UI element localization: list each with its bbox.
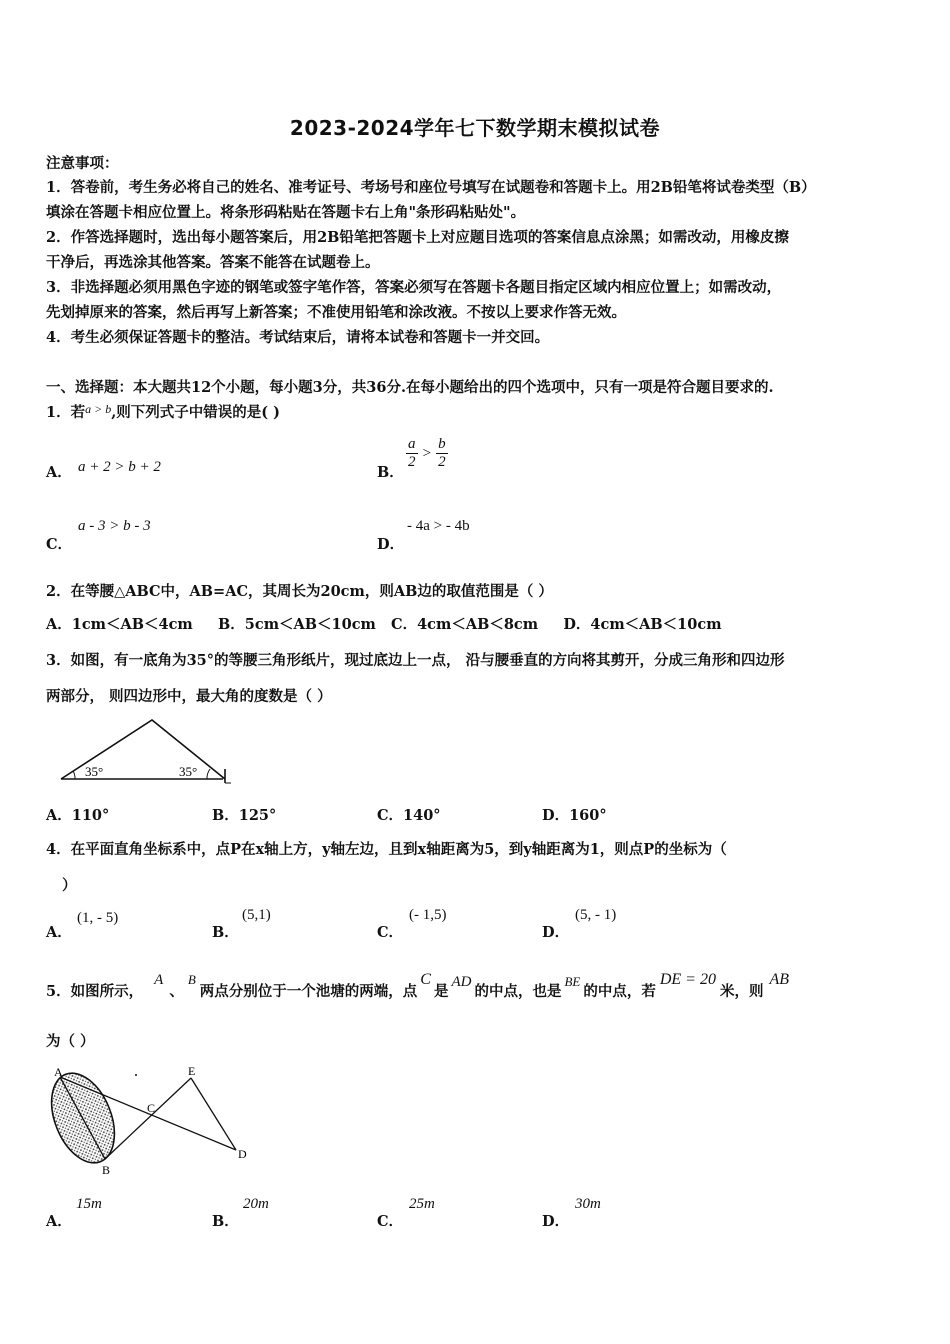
q3-option-b: B．125° [212,807,277,824]
q4-option-b: (5,1) [242,907,271,923]
q1-b-den2: 2 [438,453,446,470]
q5-option-b-label: B． [212,1213,239,1230]
note-line-3: 2．作答选择题时，选出每小题答案后，用2B铅笔把答题卡上对应题目选项的答案信息点涂黑；如需改动，用橡皮擦 [46,229,789,246]
q5-point-b: B [187,972,196,987]
q1-option-b [406,436,448,470]
fig-label-b: B [102,1163,111,1177]
question-4-stem-2: ） [62,877,77,894]
note-line-7: 4．考生必须保证答题卡的整洁。考试结束后，请将本试卷和答题卡一并交回。 [46,329,550,346]
fig-label-e: E [188,1064,196,1078]
note-line-6: 先划掉原来的答案，然后再写上新答案；不准使用铅笔和涂改液。不按以上要求作答无效。 [46,304,626,321]
q4-option-d-label: D． [542,924,570,941]
q5-point-a: A [154,972,164,988]
q5-option-d-label: D． [542,1213,570,1230]
q5-text-6: 的中点，若 [583,983,656,1000]
q1-option-a: a + 2 > b + 2 [78,459,161,475]
q3-angle-left-label: 35° [85,764,104,779]
q4-option-c-label: C． [377,924,404,941]
q1-option-c-label: C． [46,536,73,553]
fig-label-a: A [54,1065,63,1079]
q5-text-3: 两点分别位于一个池塘的两端，点 [199,983,418,1000]
q3-angle-right-label: 35° [179,764,198,779]
pond-shape [48,1064,127,1172]
q5-pond-figure [48,1062,258,1180]
q5-option-c: 25m [409,1196,435,1212]
q4-option-a: (1, - 5) [77,910,119,926]
q5-text-2: 、 [169,983,184,1000]
q5-given-de: DE = 20 [659,971,716,988]
section-heading: 一、选择题：本大题共12个小题，每小题3分，共36分.在每小题给出的四个选项中，只有一项是符合题目要求的. [46,379,774,396]
q1-option-d: - 4a > - 4b [407,518,470,534]
page-title: 2023-2024学年七下数学期末模拟试卷 [289,116,661,140]
note-line-4: 干净后，再选涂其他答案。答案不能答在试题卷上。 [46,254,380,271]
q3-triangle-figure [55,713,240,785]
question-4-stem-1: 4．在平面直角坐标系中，点P在x轴上方，y轴左边，且到x轴距离为5，到y轴距离为1，则点P的坐标为（ [46,841,727,858]
fig-label-c: C [147,1101,156,1115]
q5-text-5: 的中点，也是 [474,983,562,1000]
q3-option-a: A．110° [46,807,110,824]
q5-option-a-label: A． [46,1213,72,1230]
q3-option-d: D．160° [542,807,607,824]
q5-option-c-label: C． [377,1213,404,1230]
q5-option-b: 20m [243,1196,269,1212]
q5-text-4: 是 [433,983,449,1000]
question-1-stem [46,401,280,422]
q1-b-op: > [422,445,432,462]
note-line-1: 1．答卷前，考生务必将自己的姓名、准考证号、考场号和座位号填写在试题卷和答题卡上。用2B铅笔将试卷类型（B） [46,179,816,196]
q3-option-c: C．140° [377,807,441,824]
q1-option-d-label: D． [377,536,405,553]
question-5-stem-1 [46,971,790,1001]
q4-option-c: (- 1,5) [409,907,447,923]
q4-option-b-label: B． [212,924,239,941]
question-3-stem-1: 3．如图，有一底角为35°的等腰三角形纸片，现过底边上一点， 沿与腰垂直的方向将其剪开，分成三角形和四边形 [46,652,785,669]
q5-point-c: C [420,971,431,988]
q1-prefix: 1．若 [46,404,86,421]
q1-option-b-label: B． [377,464,404,481]
q5-option-d: 30m [575,1196,601,1212]
question-2-options: A．1cm＜AB＜4cm B．5cm＜AB＜10cm C．4cm＜AB＜8cm D．4cm＜AB＜10cm [46,616,722,633]
q5-segment-ad: AD [451,974,472,990]
q1-b-den1: 2 [408,453,416,470]
note-line-2: 填涂在答题卡相应位置上。将条形码粘贴在答题卡右上角"条形码粘贴处"。 [46,204,526,221]
q4-option-d: (5, - 1) [575,907,617,923]
question-2-stem: 2．在等腰△ABC中，AB=AC，其周长为20cm，则AB边的取值范围是（ ） [46,583,553,600]
q1-suffix: ,则下列式子中错误的是( ) [111,404,281,421]
q5-segment-be: BE [564,974,581,989]
q5-text-1: 5．如图所示， [46,983,144,1000]
q5-segment-ab: AB [769,971,790,988]
q1-option-c: a - 3 > b - 3 [78,518,151,534]
q1-option-a-label: A． [46,464,72,481]
q5-option-a: 15m [76,1196,102,1212]
question-5-stem-2: 为（ ） [46,1033,95,1050]
q1-b-num1: a [408,436,416,452]
q4-option-a-label: A． [46,924,72,941]
notes-heading: 注意事项： [46,155,119,172]
fig-label-d: D [238,1147,247,1161]
q1-condition: a > b [85,402,112,416]
note-line-5: 3．非选择题必须用黑色字迹的钢笔或签字笔作答，答案必须写在答题卡各题目指定区域内相应位置上；如需改动， [46,279,782,296]
q1-b-num2: b [438,436,446,452]
q5-text-7: 米，则 [719,983,764,1000]
question-3-stem-2: 两部分， 则四边形中，最大角的度数是（ ） [46,688,332,705]
